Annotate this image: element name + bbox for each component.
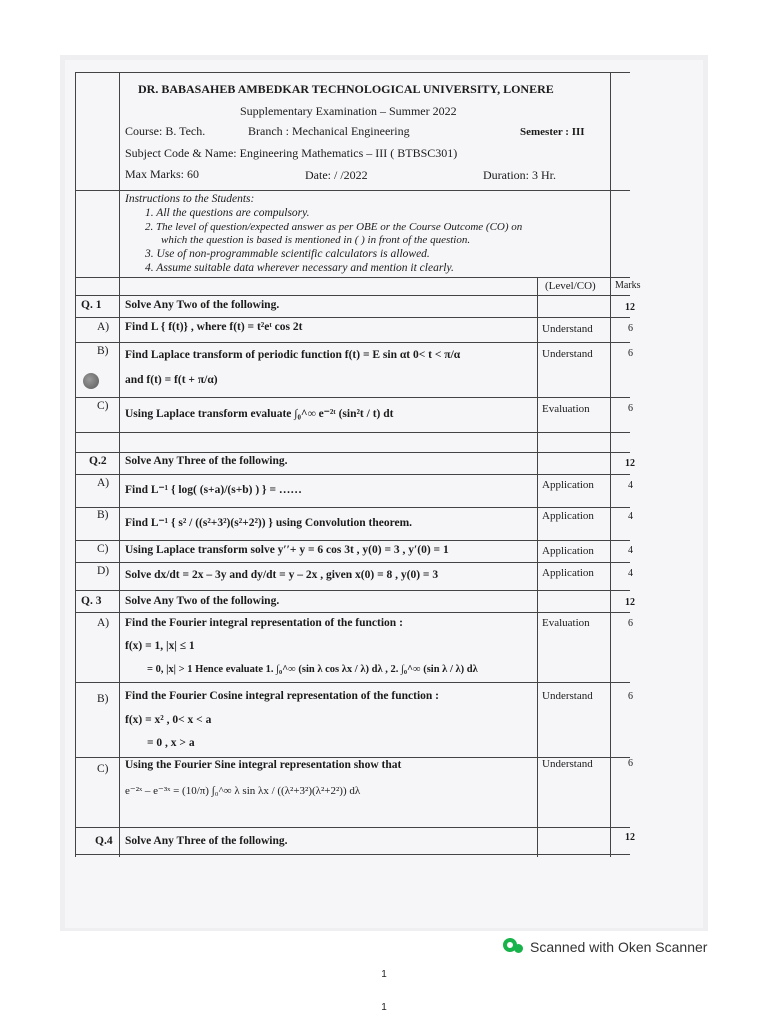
part-marks: 6: [628, 323, 633, 334]
rule: [75, 295, 630, 296]
part-label: C): [97, 543, 109, 555]
col-header-level: (Level/CO): [545, 280, 596, 292]
part-level: Understand: [542, 348, 593, 360]
part-text: and f(t) = f(t + π/α): [125, 374, 218, 386]
part-label: D): [97, 565, 110, 577]
part-level: Evaluation: [542, 403, 590, 415]
part-text: Using Laplace transform solve y′′+ y = 6 cos 3t , y(0) = 3 , y′(0) = 1: [125, 544, 449, 556]
rule: [75, 474, 630, 475]
duration: Duration: 3 Hr.: [483, 168, 556, 182]
instructions-title: Instructions to the Students:: [125, 193, 255, 205]
question-marks: 12: [625, 597, 635, 608]
question-heading: Solve Any Two of the following.: [125, 299, 280, 311]
part-label: A): [97, 617, 110, 629]
part-text: Find the Fourier Cosine integral representation of the function :: [125, 690, 439, 702]
question-heading: Solve Any Three of the following.: [125, 455, 288, 467]
rule: [75, 854, 630, 855]
part-text: e⁻²ˣ – e⁻³ˣ = (10/π) ∫₀^∞ λ sin λx / ((λ²+3²)(λ²+2²)) dλ: [125, 785, 361, 797]
part-label: B): [97, 693, 109, 705]
part-text: Using the Fourier Sine integral representation show that: [125, 759, 402, 771]
part-label: A): [97, 477, 110, 489]
part-marks: 4: [628, 480, 633, 491]
question-marks: 12: [625, 832, 635, 843]
rule: [75, 827, 630, 828]
part-text: Using Laplace transform evaluate ∫₀^∞ e⁻²ᵗ (sin²t / t) dt: [125, 408, 394, 420]
page-number: 1: [381, 1002, 387, 1013]
part-level: Application: [542, 510, 594, 522]
part-level: Understand: [542, 758, 593, 770]
part-label: C): [97, 400, 109, 412]
part-marks: 6: [628, 691, 633, 702]
part-marks: 4: [628, 511, 633, 522]
part-marks: 4: [628, 568, 633, 579]
university-name: DR. BABASAHEB AMBEDKAR TECHNOLOGICAL UNIVERSITY, LONERE: [138, 82, 554, 96]
part-text: f(x) = 1, |x| ≤ 1: [125, 640, 195, 652]
max-marks: Max Marks: 60: [125, 167, 199, 181]
question-number: Q.4: [95, 835, 113, 847]
scanner-text: Scanned with Oken Scanner: [530, 939, 708, 955]
question-marks: 12: [625, 458, 635, 469]
part-text: Find L { f(t)} , where f(t) = t²eᵗ cos 2t: [125, 321, 303, 333]
oken-scanner-logo-icon: [502, 936, 524, 958]
part-marks: 6: [628, 618, 633, 629]
rule: [75, 432, 630, 433]
rule: [75, 540, 630, 541]
instruction-item: 2. The level of question/expected answer as per OBE or the Course Outcome (CO) on: [145, 221, 523, 233]
col-divider-level: [537, 277, 538, 857]
part-text: Solve dx/dt = 2x – 3y and dy/dt = y – 2x , given x(0) = 8 , y(0) = 3: [125, 569, 439, 581]
part-level: Application: [542, 567, 594, 579]
part-label: B): [97, 345, 109, 357]
part-text: Find the Fourier integral representation of the function :: [125, 617, 403, 629]
part-marks: 4: [628, 545, 633, 556]
semester: Semester : III: [520, 126, 585, 138]
part-label: B): [97, 509, 109, 521]
rule: [75, 590, 630, 591]
instruction-item: which the question is based is mentioned in ( ) in front of the question.: [161, 234, 471, 246]
page-number: 1: [381, 969, 387, 980]
question-heading: Solve Any Two of the following.: [125, 595, 280, 607]
rule: [75, 342, 630, 343]
question-table: [75, 72, 641, 857]
question-number: Q. 3: [81, 595, 102, 607]
question-heading: Solve Any Three of the following.: [125, 835, 288, 847]
part-text: f(x) = x² , 0< x < a: [125, 714, 212, 726]
part-label: C): [97, 763, 109, 775]
course: Course: B. Tech.: [125, 124, 206, 138]
col-header-marks: Marks: [615, 280, 641, 291]
rule: [75, 72, 630, 73]
part-label: A): [97, 321, 110, 333]
branch: Branch : Mechanical Engineering: [248, 124, 410, 138]
rule: [75, 682, 630, 683]
part-text: Find L⁻¹ { log( (s+a)/(s+b) ) } = ……: [125, 484, 302, 496]
exam-title: Supplementary Examination – Summer 2022: [240, 104, 457, 118]
rule: [75, 507, 630, 508]
part-text: = 0 , x > a: [147, 737, 195, 749]
instruction-item: 1. All the questions are compulsory.: [145, 207, 310, 219]
question-marks: 12: [625, 302, 635, 313]
part-text: = 0, |x| > 1 Hence evaluate 1. ∫₀^∞ (sin λ cos λx / λ) dλ , 2. ∫₀^∞ (sin λ / λ) dλ: [147, 664, 478, 675]
part-level: Understand: [542, 690, 593, 702]
rule: [75, 277, 630, 278]
rule: [75, 317, 630, 318]
question-number: Q.2: [89, 455, 107, 467]
part-level: Understand: [542, 323, 593, 335]
part-text: Find Laplace transform of periodic function f(t) = E sin αt 0< t < π/α: [125, 349, 461, 361]
part-level: Application: [542, 545, 594, 557]
punch-hole: [83, 373, 99, 389]
rule: [75, 612, 630, 613]
part-level: Application: [542, 479, 594, 491]
question-number: Q. 1: [81, 299, 102, 311]
part-marks: 6: [628, 758, 633, 769]
part-level: Evaluation: [542, 617, 590, 629]
rule: [75, 452, 630, 453]
scanner-watermark: [502, 936, 707, 958]
rule: [75, 562, 630, 563]
instruction-item: 4. Assume suitable data wherever necessary and mention it clearly.: [145, 262, 454, 274]
exam-date: Date: / /2022: [305, 168, 368, 182]
subject: Subject Code & Name: Engineering Mathematics – III ( BTBSC301): [125, 146, 458, 160]
instruction-item: 3. Use of non-programmable scientific calculators is allowed.: [145, 248, 430, 260]
part-marks: 6: [628, 403, 633, 414]
part-text: Find L⁻¹ { s² / ((s²+3²)(s²+2²)) } using Convolution theorem.: [125, 517, 413, 529]
part-marks: 6: [628, 348, 633, 359]
rule: [75, 397, 630, 398]
rule: [75, 190, 630, 191]
